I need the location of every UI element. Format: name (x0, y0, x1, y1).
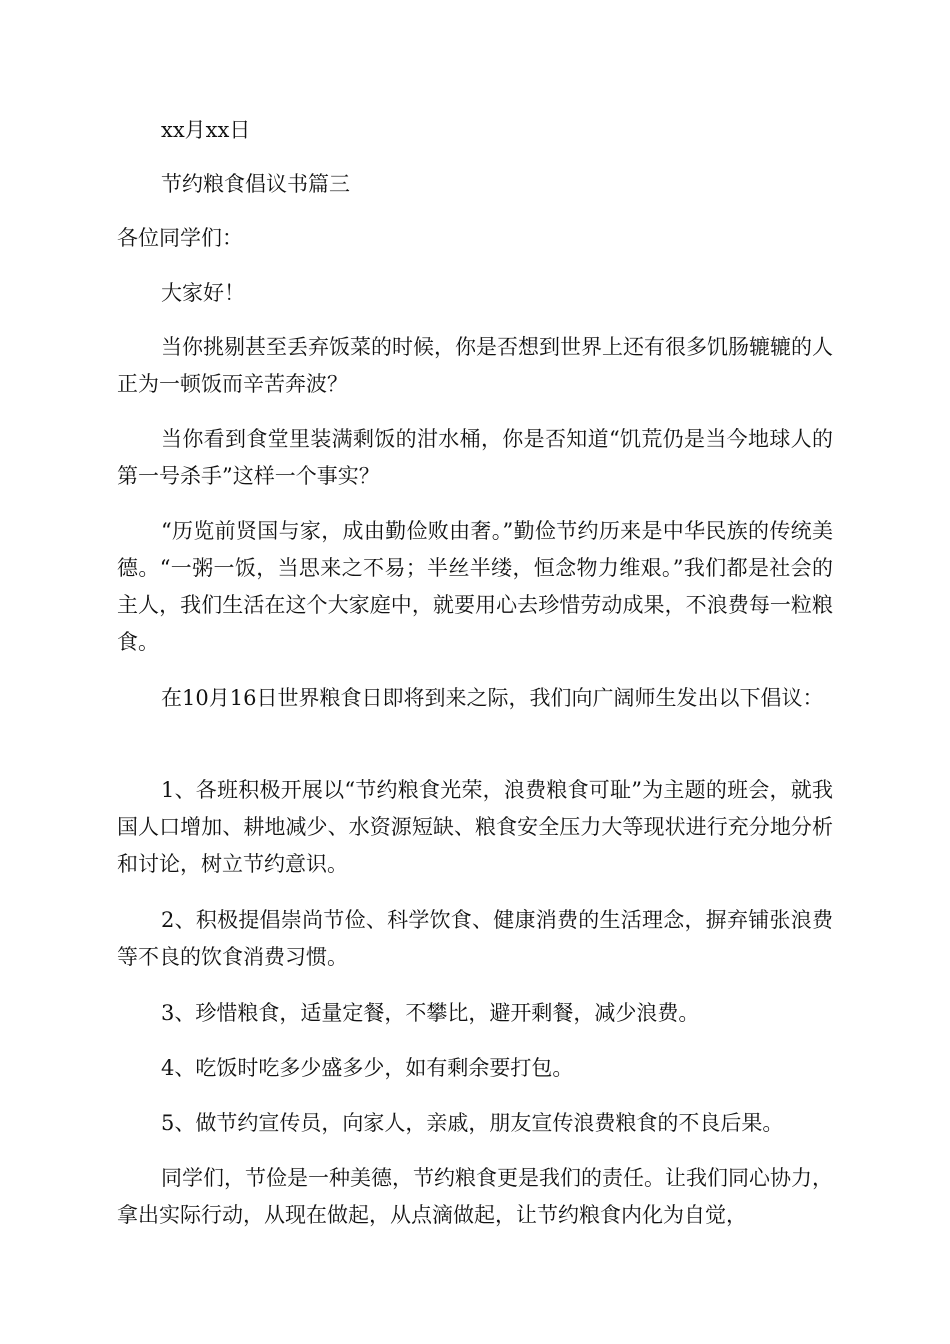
closing-paragraph: 同学们，节俭是一种美德，节约粮食更是我们的责任。让我们同心协力，拿出实际行动，从现在做起，从点滴做起，让节约粮食内化为自觉， (117, 1166, 833, 1227)
list-item: 5、做节约宣传员，向家人，亲戚，朋友宣传浪费粮食的不良后果。 (161, 1111, 784, 1135)
salutation: 各位同学们： (117, 226, 243, 250)
list-item: 3、珍惜粮食，适量定餐，不攀比，避开剩餐，减少浪费。 (161, 1001, 700, 1025)
list-item: 4、吃饭时吃多少盛多少，如有剩余要打包。 (161, 1056, 574, 1080)
paragraph-2: 当你看到食堂里装满剩饭的泔水桶，你是否知道“饥荒仍是当今地球人的第一号杀手”这样一个事实？ (117, 427, 833, 488)
paragraph-3: “历览前贤国与家，成由勤俭败由奢。”勤俭节约历来是中华民族的传统美德。“一粥一饭，当思来之不易；半丝半缕，恒念物力维艰。”我们都是社会的主人，我们生活在这个大家庭中，就要用心去珍惜劳动成果，不浪费每一粒粮食。 (117, 519, 833, 654)
list-item: 1、各班积极开展以“节约粮食光荣，浪费粮食可耻”为主题的班会，就我国人口增加、耕地减少、水资源短缺、粮食安全压力大等现状进行充分地分析和讨论，树立节约意识。 (117, 778, 833, 876)
greeting: 大家好！ (161, 281, 245, 305)
section-title: 节约粮食倡议书篇三 (161, 172, 350, 196)
date-line: xx月xx日 (161, 118, 251, 142)
paragraph-4: 在10月16日世界粮食日即将到来之际，我们向广阔师生发出以下倡议： (161, 686, 824, 710)
list-item: 2、积极提倡崇尚节俭、科学饮食、健康消费的生活理念，摒弃铺张浪费等不良的饮食消费习惯。 (117, 908, 833, 969)
paragraph-1: 当你挑剔甚至丢弃饭菜的时候，你是否想到世界上还有很多饥肠辘辘的人正为一顿饭而辛苦奔波？ (117, 335, 833, 396)
